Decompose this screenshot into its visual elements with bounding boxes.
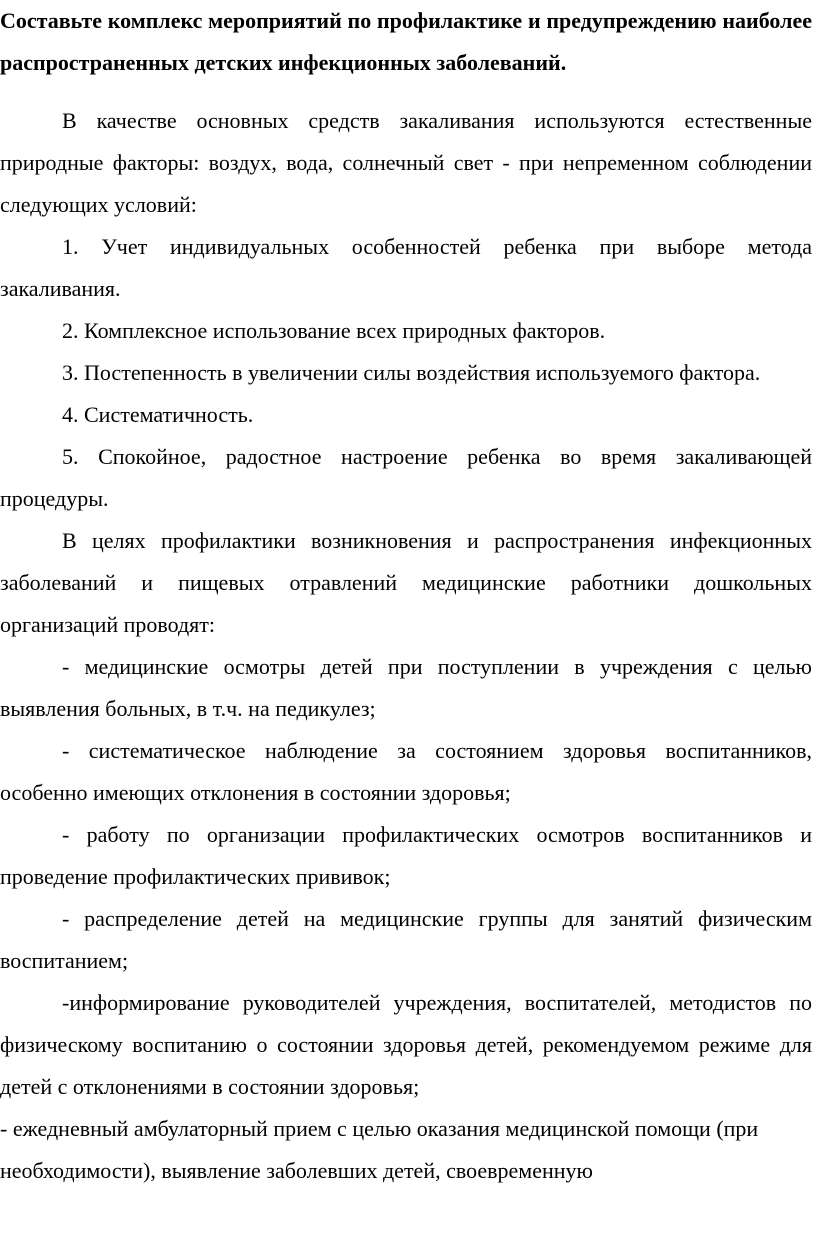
list-item-measure-1: - медицинские осмотры детей при поступлении в учреждения с целью выявления больных, в т.ч. на педикулез; bbox=[0, 654, 812, 721]
list-item-measure-4: - распределение детей на медицинские группы для занятий физическим воспитанием; bbox=[0, 906, 812, 973]
list-item-measure-3: - работу по организации профилактических осмотров воспитанников и проведение профилактических прививок; bbox=[0, 822, 812, 889]
title-spacer bbox=[0, 84, 812, 100]
paragraph-prevention-intro: В целях профилактики возникновения и распространения инфекционных заболеваний и пищевых отравлений медицинские работники дошкольных организаций проводят: bbox=[0, 528, 812, 637]
document-title: Составьте комплекс мероприятий по профилактике и предупреждению наиболее распространенных детских инфекционных заболеваний. bbox=[0, 8, 812, 75]
list-item-condition-1: 1. Учет индивидуальных особенностей ребенка при выборе метода закаливания. bbox=[0, 234, 812, 301]
list-item-condition-3: 3. Постепенность в увеличении силы воздействия используемого фактора. bbox=[62, 360, 761, 385]
list-item-measure-5: -информирование руководителей учреждения, воспитателей, методистов по физическому воспитанию о состоянии здоровья детей, рекомендуемом режиме для детей с отклонениями в состоянии здоровья; bbox=[0, 990, 812, 1099]
paragraph-hardening-intro: В качестве основных средств закаливания используются естественные природные факторы: воздух, вода, солнечный свет - при непременном соблюдении следующих условий: bbox=[0, 108, 812, 217]
list-item-condition-4: 4. Систематичность. bbox=[62, 402, 254, 427]
list-item-condition-2: 2. Комплексное использование всех природных факторов. bbox=[62, 318, 606, 343]
list-item-measure-6: - ежедневный амбулаторный прием с целью оказания медицинской помощи (при необходимости), выявление заболевших детей, своевременную bbox=[0, 1116, 759, 1183]
list-item-measure-2: - систематическое наблюдение за состоянием здоровья воспитанников, особенно имеющих отклонения в состоянии здоровья; bbox=[0, 738, 812, 805]
list-item-condition-5: 5. Спокойное, радостное настроение ребенка во время закаливающей процедуры. bbox=[0, 444, 812, 511]
